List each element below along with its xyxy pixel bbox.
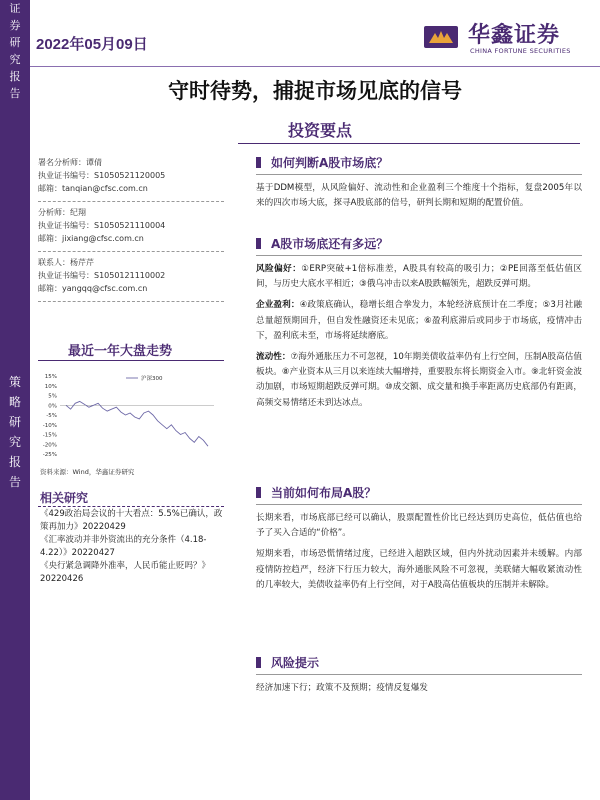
- heading-marker: [256, 238, 261, 249]
- chart-source: 资料来源：Wind，华鑫证券研究: [40, 468, 135, 476]
- section-heading: A股市场底还有多远？: [256, 233, 582, 255]
- y-tick-label: -5%: [46, 413, 57, 419]
- heading-marker: [256, 487, 261, 498]
- related-research-list: [40, 508, 226, 586]
- market-trend-chart: [38, 370, 224, 464]
- analyst-contacts: [38, 156, 224, 306]
- heading-marker: [256, 657, 261, 668]
- y-tick-label: 0%: [48, 403, 57, 410]
- logo-chinese-name: 华鑫证券: [468, 23, 561, 48]
- analyst-card: [38, 256, 224, 295]
- sidebar-top-label: 证 券 研 究 报 告: [9, 2, 21, 100]
- y-tick-label: -20%: [42, 442, 57, 449]
- analyst-name: 联系人：杨芹芹: [38, 258, 94, 267]
- section-paragraph: 经济加速下行；政策不及预期；疫情反复爆发: [256, 683, 428, 693]
- section-heading: 当前如何布局A股？: [256, 482, 582, 504]
- section-paragraph: 短期来看，市场恐慌情绪过度，已经进入超跌区域，但内外扰动因素并未缓解。内部疫情防控趋严，经济下行压力较大，海外通胀风险不可忽视，美联储大幅收紧流动性的几率较大，美债收益率仍有上行空间，对于A股高估值板块的压制并未解除。: [256, 549, 582, 590]
- section-divider: [256, 255, 582, 256]
- dashed-divider: [38, 251, 224, 252]
- related-item[interactable]: 《429政治局会议的十大看点：5.5%已确认，政策再加力》20220429: [40, 509, 223, 532]
- section-risk: [256, 652, 582, 702]
- subtitle-divider: [238, 143, 580, 144]
- analyst-email[interactable]: 邮箱：jixiang@cfsc.com.cn: [38, 234, 144, 243]
- analyst-name: 分析师：纪翔: [38, 208, 86, 217]
- report-date: 2022年05月09日: [36, 36, 148, 53]
- header-divider: [30, 66, 600, 67]
- sidebar-mid-label: 策 略 研 究 报 告: [8, 375, 21, 489]
- section-divider: [256, 504, 582, 505]
- analyst-email[interactable]: 邮箱：yangqq@cfsc.com.cn: [38, 284, 148, 293]
- y-tick-label: -10%: [42, 422, 57, 429]
- section-heading: 如何判断A股市场底？: [256, 152, 582, 174]
- company-logo: [424, 16, 584, 58]
- related-research-title: 相关研究: [40, 491, 89, 505]
- analyst-cert: 执业证书编号：S1050521120005: [38, 171, 166, 180]
- section-heading: 风险提示: [256, 652, 582, 674]
- analyst-cert: 执业证书编号：S1050121110002: [38, 271, 166, 280]
- report-title: 守时待势，捕捉市场见底的信号: [168, 78, 462, 103]
- analyst-cert: 执业证书编号：S1050521110004: [38, 221, 166, 230]
- section-divider: [256, 174, 582, 175]
- chart-title: 最近一年大盘走势: [68, 344, 173, 359]
- section-paragraph: 企业盈利：④政策底确认，稳增长组合拳发力，本轮经济底预计在二季度；⑤3月社融总量超预期回升，但自发性融资还未见底；⑥盈利底滞后或同步于市场底，疫情冲击下，盈利底未至，市场将延续磨底。: [256, 300, 582, 341]
- section-distance-to-bottom: [256, 233, 582, 417]
- logo-english-name: CHINA FORTUNE SECURITIES: [470, 47, 571, 55]
- section-subtitle: 投资要点: [287, 121, 352, 140]
- section-paragraph: 流动性：⑦海外通胀压力不可忽视，10年期美债收益率仍有上行空间，压制A股高估值板块。⑧产业资本从三月以来连续大幅增持，重要股东将长期资金入市。⑨北轩资金波动加剧，市场短期超跌反弹可期。⑩成交额、成交量和换手率距离历史底部仍有距离，高频交易情绪还未到达冰点。: [256, 352, 582, 408]
- section-allocation: [256, 482, 582, 599]
- dashed-divider: [38, 201, 224, 202]
- legend-label: 沪深300: [141, 376, 163, 382]
- dashed-divider: [38, 301, 224, 302]
- section-paragraph: 长期来看，市场底部已经可以确认，股票配置性价比已经达到历史高位，低估值也给予了买入合适的“价格”。: [256, 513, 582, 539]
- y-tick-label: -25%: [42, 452, 57, 458]
- analyst-email[interactable]: 邮箱：tanqian@cfsc.com.cn: [38, 184, 148, 193]
- y-tick-label: -15%: [42, 432, 57, 439]
- y-tick-label: 15%: [44, 374, 57, 380]
- related-item[interactable]: 《央行紧急调降外准率，人民币能止贬吗？》20220426: [40, 561, 211, 584]
- y-tick-label: 10%: [44, 383, 57, 390]
- logo-mark-icon: [424, 26, 458, 48]
- heading-marker: [256, 157, 261, 168]
- y-tick-label: 5%: [48, 393, 57, 400]
- analyst-card: [38, 156, 224, 195]
- series-line: [66, 401, 208, 446]
- section-paragraph: 基于DDM模型，从风险偏好、流动性和企业盈利三个维度十个指标，复盘2005年以来的四次市场大底，探寻A股底部的信号，研判长期和短期的配置价值。: [256, 183, 582, 209]
- related-divider: [38, 506, 224, 507]
- section-market-bottom: [256, 152, 582, 217]
- section-divider: [256, 674, 582, 675]
- chart-title-divider: [38, 360, 224, 361]
- related-item[interactable]: 《汇率波动并非外资流出的充分条件（4.18-4.22）》20220427: [40, 535, 207, 558]
- section-paragraph: 风险偏好：①ERP突破+1倍标准差，A股具有较高的吸引力；②PE回落至低估值区间，与历史大底水平相近；③俄乌冲击以来A股跌幅领先，超跌反弹可期。: [256, 264, 582, 290]
- analyst-card: [38, 206, 224, 245]
- analyst-name: 署名分析师：谭倩: [38, 158, 102, 167]
